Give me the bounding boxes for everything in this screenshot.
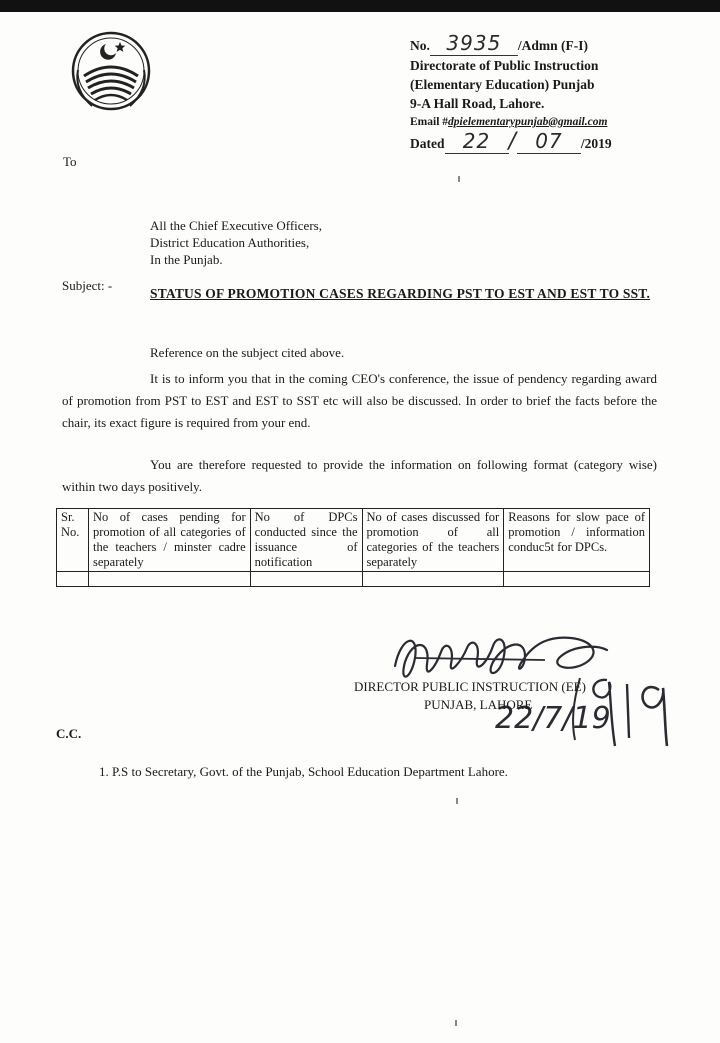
signatory-title	[354, 678, 586, 714]
office-code: /Admn (F-I)	[517, 38, 588, 53]
office-name-line2: (Elementary Education) Punjab	[410, 77, 595, 92]
table-row	[57, 572, 650, 587]
table-header-cell: No of DPCs conducted since the issuance of notification	[250, 509, 362, 572]
punjab-emblem-logo	[70, 30, 152, 112]
scan-speck	[456, 798, 458, 804]
dated-line: Dated 22 / 07 /2019	[410, 129, 612, 154]
dated-label: Dated	[410, 136, 445, 151]
dated-year: /2019	[580, 136, 612, 151]
cc-label: C.C.	[56, 726, 82, 741]
recipient-line: In the Punjab.	[150, 252, 223, 267]
table-header-cell: No of cases discussed for promotion of all categories of the teachers separately	[362, 509, 504, 572]
subject-label: Subject: -	[62, 278, 113, 293]
letterhead	[410, 31, 700, 154]
table-header-cell: Sr. No.	[57, 509, 89, 572]
body-paragraph-2: You are therefore requested to provide the information on following format (category wise) within two days positively.	[62, 457, 657, 494]
cc-item: 1. P.S to Secretary, Govt. of the Punjab, School Education Department Lahore.	[99, 764, 508, 779]
scan-speck	[455, 1020, 457, 1026]
scan-speck	[458, 176, 460, 182]
dated-month: 07	[535, 129, 563, 153]
no-label: No.	[410, 38, 430, 53]
table-header-row	[57, 509, 650, 572]
table-cell	[362, 572, 504, 587]
signatory-title-line1: DIRECTOR PUBLIC INSTRUCTION (EE)	[354, 679, 586, 694]
recipient-line: All the Chief Executive Officers,	[150, 218, 322, 233]
office-address: 9-A Hall Road, Lahore.	[410, 96, 545, 111]
recipients-block	[150, 217, 322, 268]
recipient-line: District Education Authorities,	[150, 235, 310, 250]
reference-paragraph: Reference on the subject cited above.	[150, 345, 345, 360]
dated-day: 22	[462, 129, 491, 153]
table-cell	[504, 572, 650, 587]
handwritten-date: 22/7/19	[495, 701, 611, 736]
email-address: dpielementarypunjab@gmail.com	[448, 116, 608, 128]
to-label: To	[63, 154, 77, 169]
office-name-line1: Directorate of Public Instruction	[410, 58, 599, 73]
email-label: Email #	[410, 116, 449, 128]
body-paragraph-1: It is to inform you that in the coming CEO's conference, the issue of pendency regarding award of promotion from PST to EST and EST to SST etc will also be discussed. In order to brief the facts before the chair, its exact figure is required from your end.	[62, 371, 657, 430]
top-border	[0, 0, 720, 12]
signatory-title-line2: PUNJAB, LAHORE	[424, 697, 533, 712]
document-page	[0, 12, 720, 1043]
table-header-cell: Reasons for slow pace of promotion / information conduc5t for DPCs.	[504, 509, 650, 572]
reference-number-line	[410, 31, 700, 56]
table-cell	[88, 572, 250, 587]
table-cell	[57, 572, 89, 587]
table-header-cell: No of cases pending for promotion of all categories of the teachers / minster cadre separately	[88, 509, 250, 572]
information-format-table	[56, 508, 650, 587]
table-cell	[250, 572, 362, 587]
reference-number: 3935	[446, 31, 502, 55]
subject-text: STATUS OF PROMOTION CASES REGARDING PST TO EST AND EST TO SST.	[150, 286, 651, 301]
